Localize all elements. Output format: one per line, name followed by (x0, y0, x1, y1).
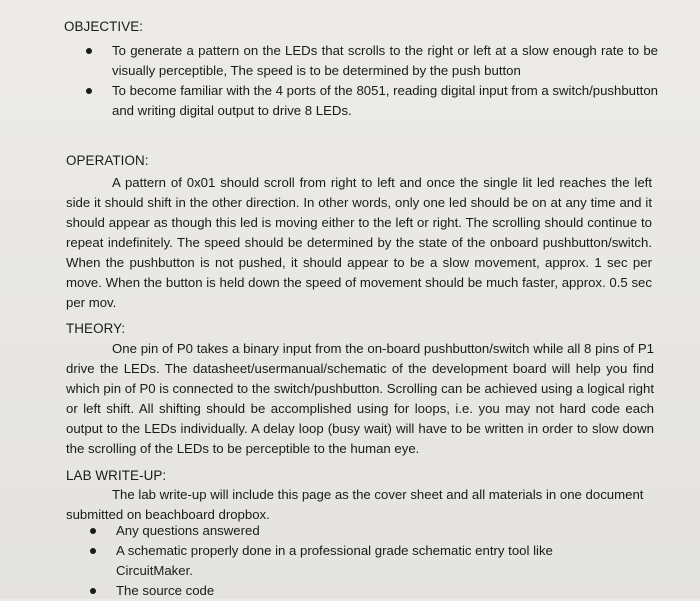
bullet-icon (90, 528, 96, 534)
theory-heading: THEORY: (66, 321, 126, 336)
objective-item-text: To become familiar with the 4 ports of the 8051, reading digital input from a switch/pushbutton and writing digital output to drive 8 LEDs. (112, 83, 658, 118)
list-item (86, 81, 658, 121)
theory-paragraph (66, 339, 654, 459)
lab-writeup-item-text: The source code (116, 583, 215, 598)
operation-heading: OPERATION: (66, 153, 149, 168)
lab-writeup-item-text: Any questions answered (116, 523, 260, 538)
lab-writeup-heading: LAB WRITE-UP: (66, 468, 167, 483)
list-item (90, 521, 610, 541)
objective-list (86, 41, 658, 121)
bullet-icon (90, 588, 96, 594)
objective-item-text: To generate a pattern on the LEDs that scrolls to the right or left at a slow enough rate to be visually perceptible, The speed is to be determined by the push button (112, 43, 658, 78)
lab-writeup-intro: The lab write-up will include this page as the cover sheet and all materials in one document submitted on beachboard dropbox. (66, 487, 644, 522)
lab-writeup-item-text: A schematic properly done in a professional grade schematic entry tool like CircuitMaker. (116, 543, 553, 578)
lab-writeup-paragraph (66, 485, 646, 525)
operation-paragraph (66, 173, 652, 313)
list-item (90, 541, 586, 581)
operation-body: A pattern of 0x01 should scroll from right to left and once the single lit led reaches the left side it should shift in the other direction. In other words, only one led should be on at any time and it should appear as though this led is moving either to the left or right. The scrolling should continue to repeat indefinitely. The speed should be determined by the state of the onboard pushbutton/switch. When the pushbutton is not pushed, it should appear to be a slow movement, approx. 1 sec per move. When the button is held down the speed of movement should be much faster, approx. 0.5 sec per mov. (66, 175, 652, 310)
theory-body: One pin of P0 takes a binary input from the on-board pushbutton/switch while all 8 pins of P1 drive the LEDs. The datasheet/usermanual/schematic of the development board will help you find which pin of P0 is connected to the switch/pushbutton. Scrolling can be achieved using a logical right or left shift. All shifting should be accomplished using for loops, i.e. you may not hard code each output to the LEDs individually. A delay loop (busy wait) will have to be written in order to slow down the scrolling of the LEDs to be perceptible to the human eye. (66, 341, 654, 456)
list-item (90, 581, 610, 601)
list-item (86, 41, 658, 81)
objective-heading: OBJECTIVE: (64, 19, 144, 34)
bullet-icon (86, 88, 92, 94)
lab-writeup-list (90, 521, 610, 601)
bullet-icon (86, 48, 92, 54)
bullet-icon (90, 548, 96, 554)
